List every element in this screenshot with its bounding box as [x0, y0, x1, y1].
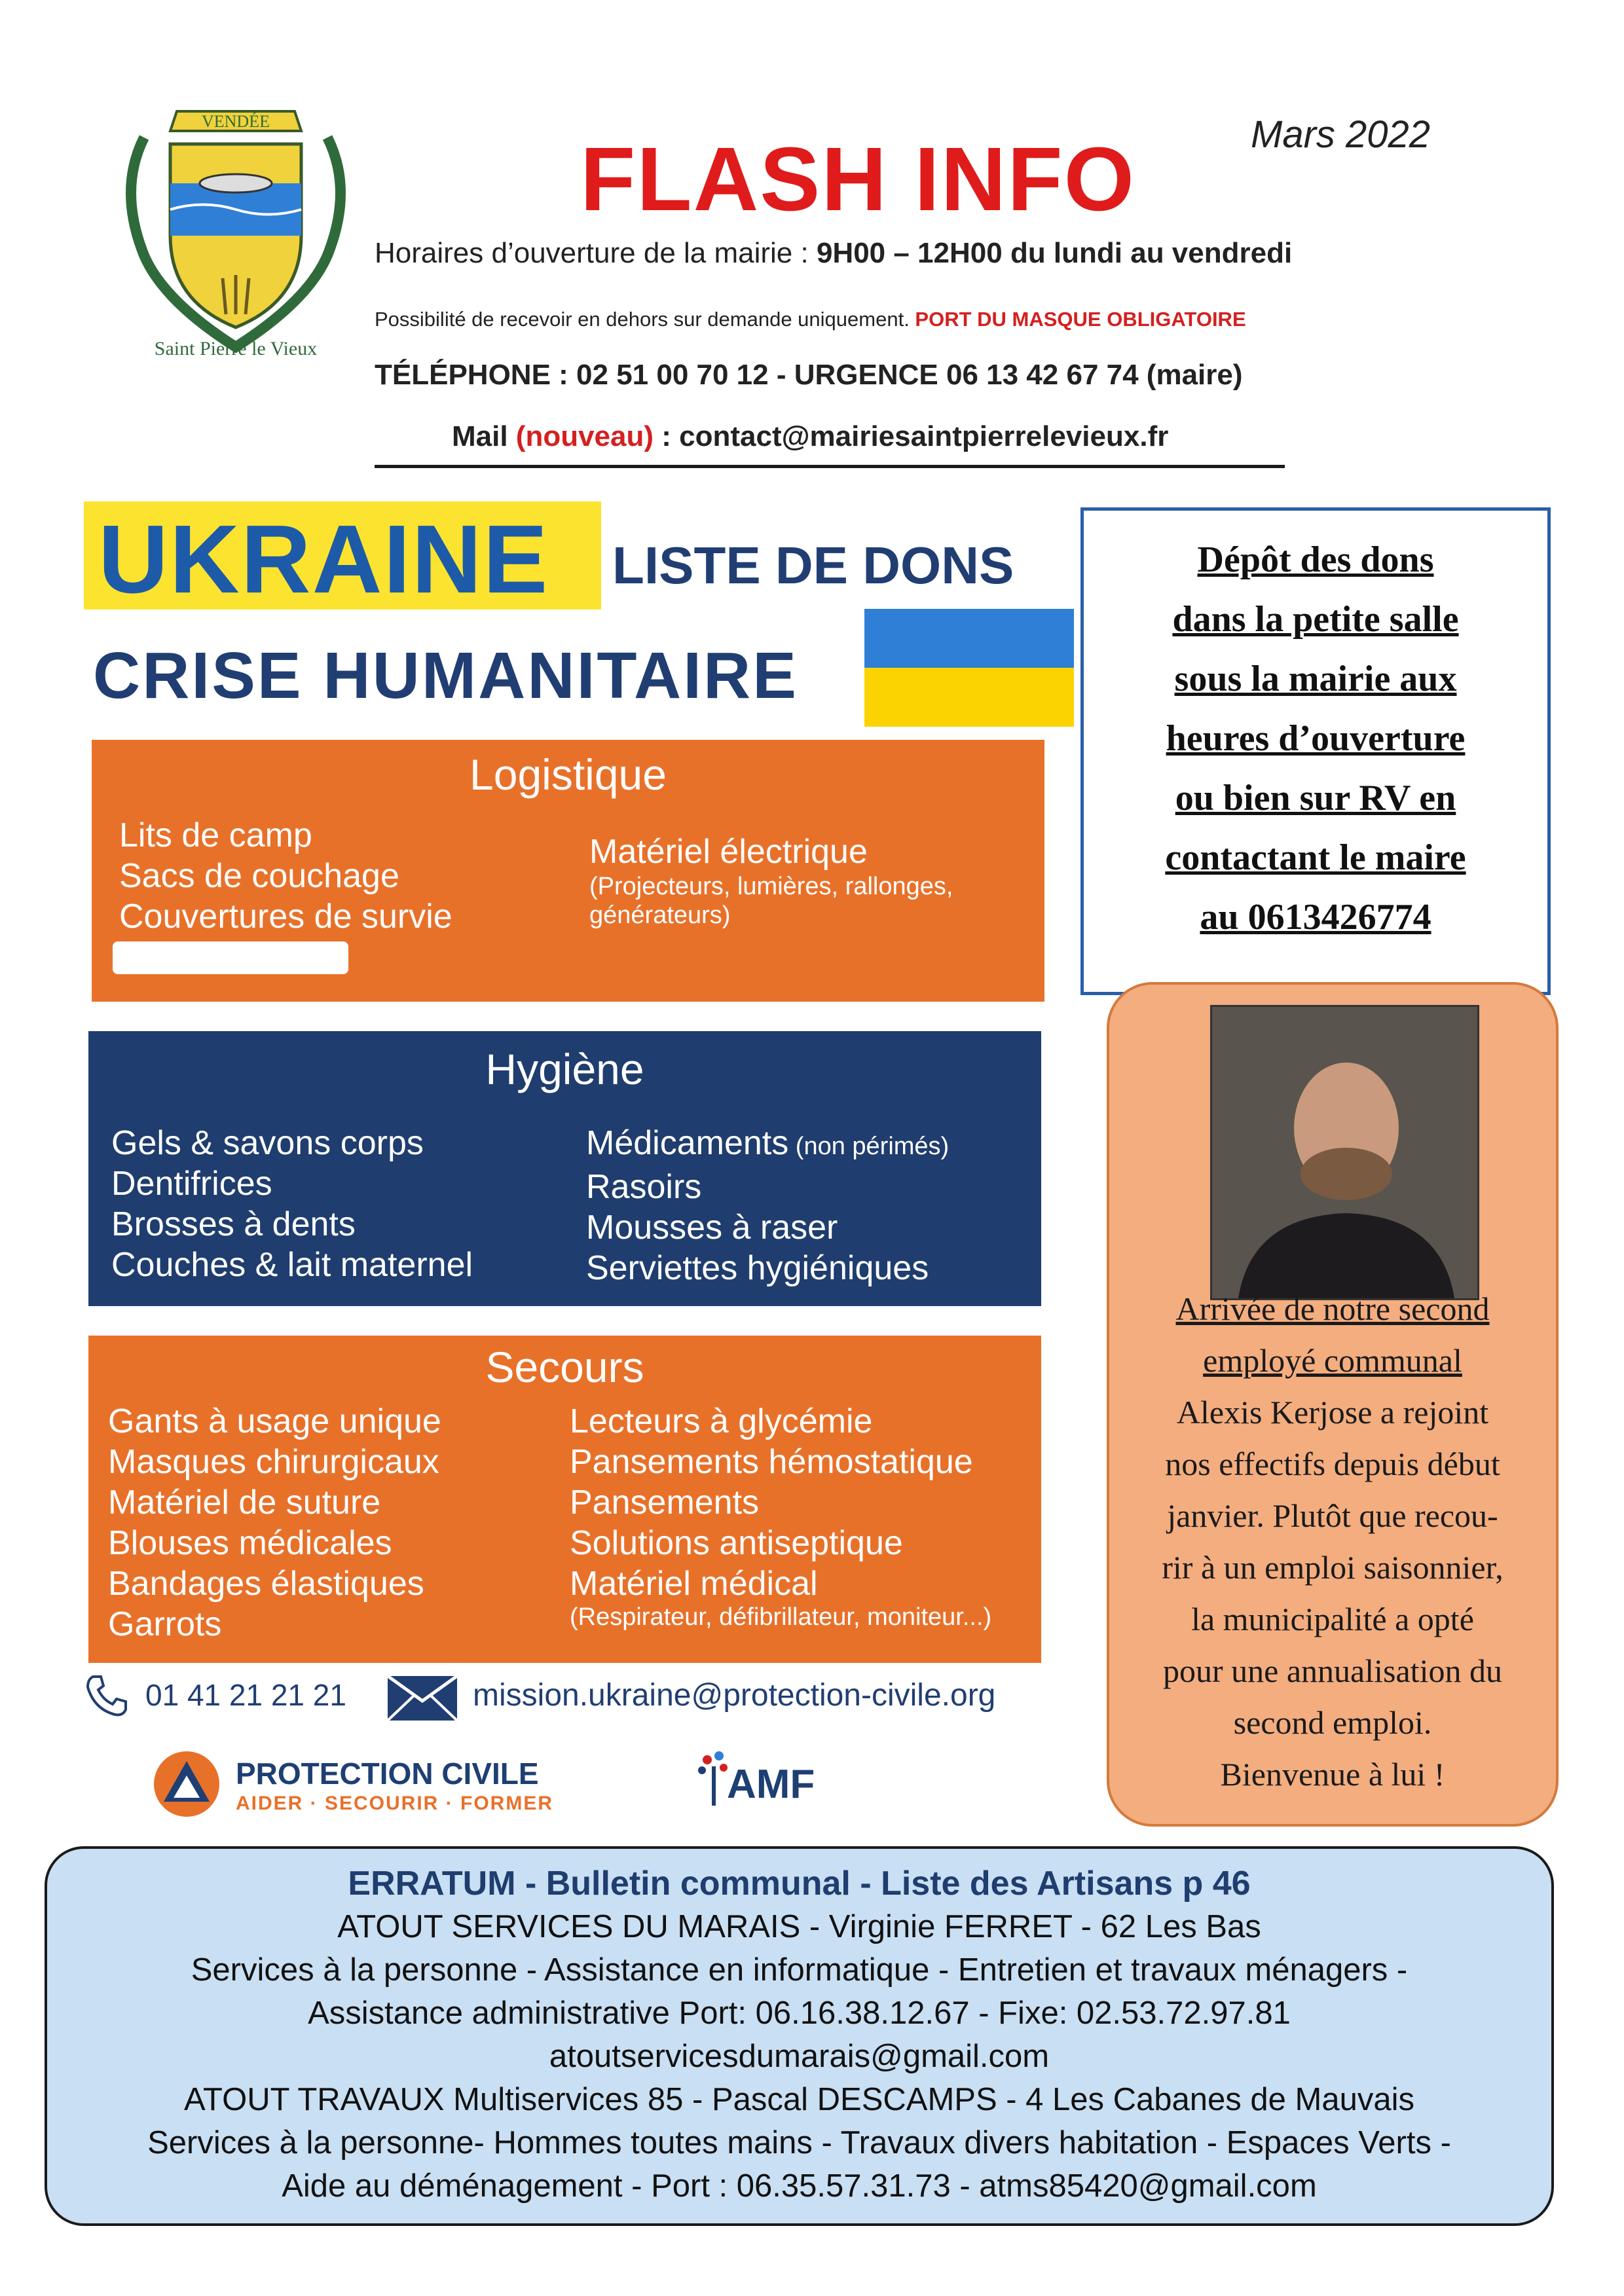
list-item: Matériel de suture: [108, 1484, 381, 1522]
list-item: Matériel électrique: [589, 833, 868, 871]
list-item: Gants à usage unique: [108, 1402, 441, 1440]
page-title: FLASH INFO: [580, 129, 1135, 230]
logistics-title: Logistique: [470, 750, 667, 799]
list-item: Blouses médicales: [108, 1524, 392, 1562]
amf-name: AMF: [727, 1762, 815, 1807]
list-item: Mousses à raser: [586, 1209, 838, 1247]
list-item: Brosses à dents: [111, 1205, 356, 1243]
list-item: Couches & lait maternel: [111, 1246, 473, 1284]
depot-line: ou bien sur RV en: [1175, 778, 1456, 818]
employee-heading: employé communal: [1203, 1342, 1462, 1379]
list-item-note: (Respirateur, défibrillateur, moniteur...): [570, 1603, 992, 1631]
appointment-note-text: Possibilité de recevoir en dehors sur demande uniquement.: [375, 308, 915, 331]
employee-text-line: nos effectifs depuis début: [1165, 1446, 1500, 1482]
mask-notice: PORT DU MASQUE OBLIGATOIRE: [915, 308, 1246, 331]
list-item: Sacs de couchage: [119, 857, 399, 895]
list-item: Gels & savons corps: [111, 1124, 424, 1162]
employee-photo: [1210, 1005, 1479, 1300]
appointment-note: [375, 308, 1521, 331]
list-item: Médicaments: [586, 1124, 789, 1162]
depot-line: heures d’ouverture: [1166, 718, 1466, 759]
envelope-icon: [386, 1675, 458, 1722]
list-item: Matériel médical: [570, 1565, 818, 1603]
list-item: Masques chirurgicaux: [108, 1443, 439, 1481]
contact-email[interactable]: mission.ukraine@protection-civile.org: [473, 1678, 996, 1713]
erratum-line[interactable]: atoutservicesdumarais@gmail.com: [549, 2039, 1050, 2074]
portrait-image: [1212, 1007, 1477, 1298]
hygiene-box: [88, 1031, 1041, 1306]
erratum-box: [45, 1846, 1554, 2226]
erratum-heading: ERRATUM - Bulletin communal - Liste des Artisans p 46: [348, 1865, 1251, 1903]
depot-line: dans la petite salle: [1172, 599, 1459, 640]
ukraine-heading: UKRAINE: [98, 505, 549, 613]
list-item-note: générateurs): [589, 902, 731, 929]
list-item: Couvertures de survie: [119, 898, 452, 936]
employee-text-line: la municipalité a opté: [1191, 1601, 1474, 1637]
first-aid-box: [88, 1336, 1041, 1663]
erratum-line: ATOUT TRAVAUX Multiservices 85 - Pascal DESCAMPS - 4 Les Cabanes de Mauvais: [183, 2082, 1414, 2117]
depot-line: au 0613426774: [1200, 897, 1431, 938]
list-item: Pansements hémostatique: [570, 1443, 973, 1481]
erratum-line: Assistance administrative Port: 06.16.38.12.67 - Fixe: 02.53.72.97.81: [308, 1995, 1291, 2031]
list-item: Solutions antiseptique: [570, 1524, 903, 1562]
erratum-line: ATOUT SERVICES DU MARAIS - Virginie FERRET - 62 Les Bas: [337, 1909, 1261, 1944]
donation-drop-box: [1080, 507, 1551, 995]
opening-hours: [375, 237, 1521, 270]
erratum-line: Aide au déménagement - Port : 06.35.57.31.73 - atms85420@gmail.com: [282, 2168, 1317, 2204]
list-item: Garrots: [108, 1605, 222, 1643]
erratum-line: Services à la personne- Hommes toutes mains - Travaux divers habitation - Espaces Verts -: [147, 2125, 1451, 2160]
employee-text-line: pour une annualisation du: [1163, 1652, 1502, 1689]
mail-address[interactable]: : contact@mairiesaintpierrelevieux.fr: [654, 420, 1169, 452]
employee-text-line: janvier. Plutôt que recou-: [1167, 1497, 1498, 1534]
employee-heading: Arrivée de notre second: [1175, 1290, 1490, 1327]
list-item-note: (non périmés): [788, 1133, 950, 1160]
list-item: Lits de camp: [119, 816, 312, 854]
erratum-line: Services à la personne - Assistance en informatique - Entretien et travaux ménagers -: [191, 1952, 1408, 1988]
crest-bottom-text: Saint Pierre le Vieux: [154, 338, 318, 359]
opening-hours-label: Horaires d’ouverture de la mairie :: [375, 237, 817, 269]
employee-text-line: Alexis Kerjose a rejoint: [1176, 1394, 1489, 1430]
depot-line: Dépôt des dons: [1197, 539, 1434, 580]
contact-phone[interactable]: 01 41 21 21 21: [145, 1678, 346, 1712]
municipal-crest-logo: [105, 85, 367, 360]
redacted-mark: [113, 941, 348, 974]
opening-hours-time: 9H00 – 12H00 du lundi au vendredi: [816, 237, 1293, 269]
phone-icon: [84, 1673, 130, 1719]
humanitarian-crisis-heading: CRISE HUMANITAIRE: [93, 639, 798, 712]
header-divider: [375, 465, 1285, 468]
list-item: Serviettes hygiéniques: [586, 1249, 929, 1287]
depot-line: contactant le maire: [1165, 837, 1466, 878]
mail-new-tag: (nouveau): [515, 420, 654, 452]
employee-text-line: second emploi.: [1233, 1704, 1432, 1741]
employee-text-line: rir à un emploi saisonnier,: [1162, 1549, 1504, 1586]
list-item-note: (Projecteurs, lumières, rallonges,: [589, 873, 953, 900]
hygiene-title: Hygiène: [485, 1045, 644, 1093]
list-item: Rasoirs: [586, 1168, 702, 1206]
mail-label: Mail: [452, 420, 516, 452]
employee-text-line: Bienvenue à lui !: [1220, 1756, 1445, 1793]
list-item: Pansements: [570, 1484, 760, 1522]
employee-announcement: [1120, 1283, 1545, 1800]
list-item: Lecteurs à glycémie: [570, 1402, 873, 1440]
depot-line: sous la mairie aux: [1174, 659, 1457, 699]
protection-civile-tagline: AIDER · SECOURIR · FORMER: [236, 1793, 553, 1814]
list-item: Bandages élastiques: [108, 1565, 424, 1603]
protection-civile-name: PROTECTION CIVILE: [236, 1757, 539, 1791]
mail-line: [452, 420, 1434, 453]
donation-list-heading: LISTE DE DONS: [612, 536, 1014, 594]
phone-line: TÉLÉPHONE : 02 51 00 70 12 - URGENCE 06 13 42 67 74 (maire): [375, 359, 1243, 391]
list-item: Dentifrices: [111, 1165, 272, 1203]
protection-civile-logo: [151, 1748, 223, 1820]
ukraine-flag: [864, 609, 1074, 727]
crest-top-text: VENDÉE: [202, 112, 270, 131]
first-aid-title: Secours: [485, 1343, 644, 1391]
issue-date: Mars 2022: [1251, 113, 1431, 156]
